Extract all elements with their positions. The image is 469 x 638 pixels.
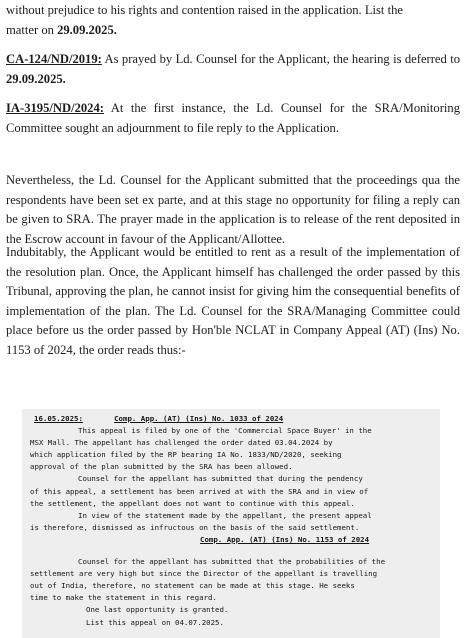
- case-reference: CA-124/ND/2019:: [6, 52, 102, 66]
- paragraph-nevertheless: [6, 171, 460, 249]
- excerpt-line: Counsel for the appellant has submitted that during the pendency: [78, 474, 363, 484]
- excerpt-line: In view of the statement made by the appellant, the present appeal: [78, 510, 372, 520]
- excerpt-line: One last opportunity is granted.: [86, 605, 229, 615]
- excerpt-line: the settlement, the appellant does not want to continue with this appeal.: [30, 498, 355, 508]
- paragraph-text: At the first instance, the Ld. Counsel for the SRA/Monitoring Committee sought an adjournment to file reply to the Application.: [6, 101, 460, 135]
- excerpt-line: approval of the plan submitted by the SRA has been allowed.: [30, 462, 293, 472]
- excerpt-date: 16.05.2025:: [34, 414, 83, 423]
- paragraph-ia-3195: [6, 99, 460, 138]
- excerpt-line: which application filed by the RP bearing IA No. 1833/ND/2020, seeking: [30, 450, 342, 460]
- case-reference: IA-3195/ND/2024:: [6, 101, 104, 115]
- excerpt-line: settlement are very high but since the Director of the appellant is travelling: [30, 569, 378, 579]
- scanned-order-excerpt: [22, 409, 440, 638]
- paragraph-text: matter on: [6, 22, 58, 37]
- paragraph-text: Nevertheless, the Ld. Counsel for the Applicant submitted that the proceedings qua the respondents have been set ex parte, and at this stage no opportunity for filing a reply can be given to SRA. The prayer made in the application is to release of the rent deposited in the Escrow account in favour of the Applicant/Allottee.: [6, 173, 460, 246]
- excerpt-line: This appeal is filed by one of the 'Commercial Space Buyer' in the: [78, 426, 372, 436]
- excerpt-line: MSX Mall. The appellant has challenged the order dated 03.04.2024 by: [30, 438, 333, 448]
- excerpt-heading-2: Comp. App. (AT) (Ins) No. 1153 of 2024: [200, 534, 370, 544]
- excerpt-heading-1: [30, 413, 432, 425]
- deferred-date: 29.09.2025.: [6, 71, 66, 86]
- excerpt-line: Counsel for the appellant has submitted that the probabilities of the: [78, 557, 386, 567]
- excerpt-line: is therefore, dismissed as infructous on the basis of the said settlement.: [30, 522, 360, 532]
- listing-date: 29.09.2025.: [57, 22, 117, 37]
- paragraph-text: As prayed by Ld. Counsel for the Applicant, the hearing is deferred to: [101, 52, 460, 66]
- paragraph-ca-124: [6, 50, 460, 89]
- excerpt-line: of this appeal, a settlement has been arrived at with the SRA and in view of: [30, 486, 369, 496]
- paragraph-indubitably: [6, 243, 460, 360]
- excerpt-line: List this appeal on 04.07.2025.: [86, 617, 224, 627]
- paragraph-listing: [6, 1, 460, 40]
- excerpt-case-title: Comp. App. (AT) (Ins) No. 1033 of 2024: [114, 414, 284, 423]
- paragraph-text: Indubitably, the Applicant would be entitled to rent as a result of the implementation of the resolution plan. Once, the Applicant himself has challenged the order passed by this Tribunal, approving the plan, he cannot insist for giving him the consequential benefits of implementation of the plan. The Ld. Counsel for the SRA/Managing Committee could place before us the order passed by Hon'ble NCLAT in Company Appeal (AT) (Ins) No. 1153 of 2024, the order reads thus:-: [6, 245, 460, 357]
- excerpt-line: time to make the statement in this regard.: [30, 593, 217, 603]
- paragraph-text: without prejudice to his rights and contention raised in the application. List the: [6, 3, 403, 17]
- excerpt-line: out of India, therefore, no statement can be made at this stage. He seeks: [30, 581, 355, 591]
